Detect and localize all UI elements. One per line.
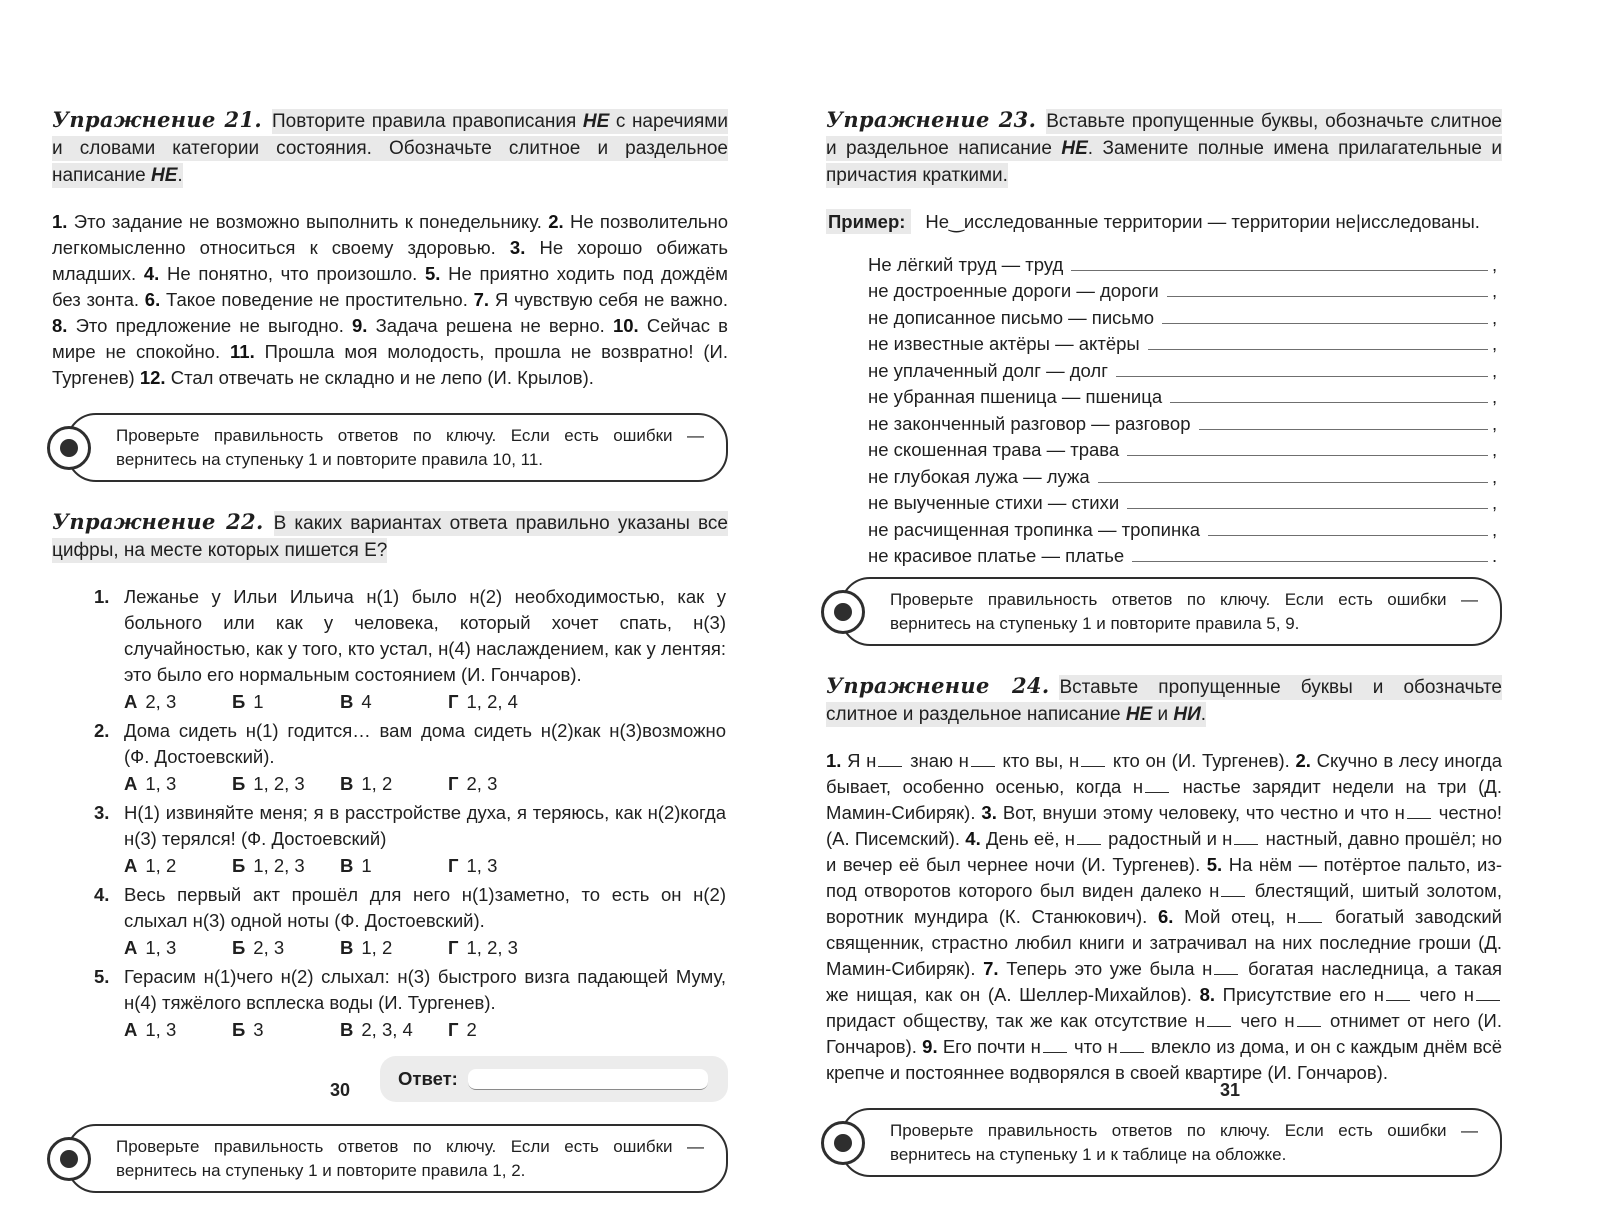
blank-rule	[1162, 323, 1488, 324]
check-note-2	[66, 1124, 728, 1193]
page-30	[52, 106, 728, 1219]
answer-row	[52, 1056, 728, 1102]
instruction-text: .	[177, 165, 183, 186]
fill-line-punctuation: ,	[1492, 386, 1498, 407]
exercise-21-label: Упражнение 21.	[52, 107, 262, 132]
sentence-number: 9.	[922, 1036, 938, 1057]
fill-line	[868, 355, 1500, 382]
fill-line	[868, 514, 1500, 541]
fill-in-blank	[1043, 1040, 1067, 1053]
answer-option: В 1	[340, 855, 372, 876]
answer-option: Г 1, 2, 4	[448, 691, 518, 712]
question-item	[94, 800, 726, 882]
sentence-number: 10.	[612, 315, 639, 336]
answer-option: Б 1, 2, 3	[232, 855, 305, 876]
fill-line-punctuation: ,	[1492, 253, 1498, 275]
exercise-22-label: Упражнение 22.	[52, 509, 264, 534]
answer-option: В 2, 3, 4	[340, 1019, 413, 1040]
check-note-text: Проверьте правильность ответов по ключу. Если есть ошибки — вернитесь на ступеньку 1 и к таблице на обложке.	[890, 1121, 1478, 1164]
fill-line	[868, 329, 1500, 356]
answer-options	[124, 853, 726, 879]
instruction-text: Вставьте пропущенные буквы, обозначьте слитное и раздельное написание	[826, 111, 1502, 159]
instruction-bold: НЕ	[1125, 704, 1153, 725]
question-number: 1.	[94, 586, 110, 607]
fill-line-punctuation: ,	[1492, 439, 1498, 460]
instruction-bold: НИ	[1173, 704, 1201, 725]
fill-line	[868, 461, 1500, 488]
fill-line-label: не уплаченный долг — долг	[868, 359, 1108, 381]
fill-line	[868, 408, 1500, 435]
fill-in-blank	[1297, 1014, 1321, 1027]
question-text: Н(1) извиняйте меня; я в расстройстве духа, я теряюсь, как н(2)когда н(3) терялся! (Ф. Достоевский)	[124, 802, 726, 849]
question-text: Дома сидеть н(1) годится… вам дома сидеть н(2)как н(3)возможно (Ф. Достоевский).	[124, 720, 726, 767]
sentence-number: 7.	[473, 289, 490, 310]
sentence-number: 11.	[230, 341, 255, 362]
target-dot	[60, 1150, 78, 1168]
fill-line	[868, 276, 1500, 303]
question-item	[94, 584, 726, 718]
check-note-text: Проверьте правильность ответов по ключу. Если есть ошибки — вернитесь на ступеньку 1 и повторите правила 10, 11.	[116, 426, 704, 469]
sentence-number: 9.	[352, 315, 368, 336]
fill-in-blank	[1214, 962, 1238, 975]
blank-rule	[1148, 349, 1488, 350]
fill-line-punctuation: ,	[1492, 333, 1498, 354]
fill-line-label: не красивое платье — платье	[868, 545, 1125, 566]
fill-line-punctuation: ,	[1492, 492, 1498, 513]
question-item	[94, 882, 726, 964]
answer-option: А 1, 3	[124, 937, 177, 958]
exercise-21-header	[52, 106, 728, 189]
sentence-number: 4.	[965, 828, 981, 849]
exercise-23-label: Упражнение 23.	[826, 107, 1037, 132]
instruction-bold: НЕ	[1061, 138, 1088, 159]
target-icon	[821, 590, 865, 634]
exercise-24-body: 1. Я н знаю н кто вы, н кто он (И. Тургенев). 2. Скучно в лесу иногда бывает, особенно осенью, когда н настье зарядит недели на три (Д. Мамин-Сибиряк). 3. Вот, внуши этому человеку, что честно и что н честно! (А. Писемский). 4. День её, н радостный и н настный, давно прошёл; но и вечер её был чернее ночи (И. Тургенев). 5. На нём — потёртое пальто, из-под отворотов которого был виден далеко н блестящий, шитый золотом, воротник мундира (К. Станюкович). 6. Мой отец, н богатый заводский священник, страстно любил книги и затрачивал на них последние гроши (Д. Мамин-Сибиряк). 7. Теперь это уже была н богатая наследница, а такая же нищая, как он (А. Шеллер-Михайлов). 8. Присутствие его н чего н придаст обществу, так же как отсутствие н чего н отнимет от него (И. Гончаров). 9. Его почти н что н влекло из дома, и он с каждым днём всё крепче и постояннее водворялся в своей квартире (И. Гончаров).	[826, 750, 1503, 1083]
question-text: Весь первый акт прошёл для него н(1)заметно, то есть он н(2) слыхал н(3) одной ноты (Ф. Достоевский).	[124, 884, 726, 931]
exercise-23-header	[826, 106, 1502, 189]
fill-line-label: не дописанное письмо — письмо	[868, 306, 1155, 328]
instruction-text: Вставьте пропущенные буквы и обозначьте слитное и раздельное написание	[826, 677, 1502, 725]
exercise-24-label: Упражнение 24.	[826, 673, 1050, 698]
page-number-left: 30	[329, 1080, 351, 1100]
fill-line	[868, 382, 1500, 409]
fill-line-label: не глубокая лужа — лужа	[868, 465, 1090, 487]
sentence-number: 1.	[826, 750, 842, 771]
fill-in-blank	[1407, 806, 1431, 819]
fill-line-punctuation: ,	[1492, 306, 1498, 328]
answer-option: Б 3	[232, 1019, 264, 1040]
sentence-number: 4.	[143, 263, 160, 284]
example-row	[826, 209, 1502, 235]
fill-line-label: не известные актёры — актёры	[868, 333, 1140, 354]
sentence-number: 12.	[139, 367, 166, 388]
exercise-24-header	[826, 672, 1502, 728]
question-text: Герасим н(1)чего н(2) слыхал: н(3) быстрого визга падающей Муму, н(4) тяжёлого всплеска воды (И. Тургенев).	[124, 966, 726, 1013]
sentence-number: 6.	[144, 289, 161, 310]
answer-option: А 2, 3	[124, 691, 177, 712]
instruction-text: .	[1200, 704, 1207, 725]
answer-option: Г 2, 3	[448, 773, 498, 794]
fill-line	[868, 302, 1500, 329]
fill-in-blank	[1081, 754, 1105, 767]
exercise-23-fill-lines	[868, 249, 1500, 567]
answer-blank-line	[468, 1069, 708, 1090]
sentence-number: 2.	[1295, 750, 1311, 771]
exercise-22-header	[52, 508, 728, 564]
blank-rule	[1098, 482, 1488, 483]
fill-in-blank	[1234, 832, 1258, 845]
fill-in-blank	[1120, 1040, 1144, 1053]
fill-in-blank	[1298, 910, 1322, 923]
blank-rule	[1116, 376, 1488, 377]
sentence-number: 3.	[509, 237, 526, 258]
sentence-number: 8.	[52, 315, 68, 336]
fill-in-blank	[1221, 884, 1245, 897]
check-note-1	[66, 413, 728, 482]
fill-line-punctuation: ,	[1492, 412, 1498, 434]
fill-line-label: не скошенная трава — трава	[868, 439, 1120, 460]
fill-in-blank	[878, 754, 902, 767]
sentence-number: 1.	[52, 211, 68, 232]
answer-label: Ответ:	[398, 1068, 458, 1089]
check-note-4	[840, 1108, 1502, 1177]
check-note-3	[840, 577, 1502, 646]
fill-line	[868, 488, 1500, 515]
check-note-text: Проверьте правильность ответов по ключу. Если есть ошибки — вернитесь на ступеньку 1 и повторите правила 5, 9.	[890, 590, 1478, 633]
sentence-number: 2.	[548, 211, 564, 232]
blank-rule	[1071, 270, 1488, 271]
fill-line-punctuation: ,	[1492, 359, 1498, 381]
sentence-number: 3.	[981, 802, 997, 823]
instruction-text: Повторите правила правописания	[271, 111, 583, 132]
blank-rule	[1167, 296, 1488, 297]
answer-box	[380, 1056, 728, 1102]
answer-options	[124, 935, 726, 961]
example-label: Пример:	[826, 209, 911, 234]
exercise-22-items	[94, 584, 726, 1046]
blank-rule	[1132, 561, 1488, 562]
question-number: 5.	[94, 966, 110, 987]
fill-line	[868, 541, 1500, 568]
fill-in-blank	[1145, 780, 1169, 793]
blank-rule	[1127, 508, 1488, 509]
answer-option: Б 2, 3	[232, 937, 285, 958]
question-item	[94, 964, 726, 1046]
exercise-21-body: 1. Это задание не возможно выполнить к понедельнику. 2. Не позволительно легкомысленно относиться к своему здоровью. 3. Не хорошо обижать младших. 4. Не понятно, что произошло. 5. Не приятно ходить под дождём без зонта. 6. Такое поведение не простительно. 7. Я чувствую себя не важно. 8. Это предложение не выгодно. 9. Задача решена не верно. 10. Сейчас в мире не спокойно. 11. Прошла моя молодость, прошла не возвратно! (И. Тургенев) 12. Стал отвечать не складно и не лепо (И. Крылов).	[52, 211, 729, 388]
fill-in-blank	[971, 754, 995, 767]
blank-rule	[1170, 402, 1488, 403]
sentence-number: 5.	[1206, 854, 1223, 875]
instruction-text: В каких вариантах ответа правильно указаны все цифры, на месте которых пишется Е?	[52, 513, 728, 561]
sentence-number: 8.	[1199, 984, 1216, 1005]
fill-line-label: не законченный разговор — разговор	[868, 412, 1191, 434]
fill-in-blank	[1207, 1014, 1231, 1027]
fill-in-blank	[1386, 988, 1410, 1001]
page-31	[826, 106, 1502, 1203]
fill-line-punctuation: ,	[1492, 280, 1498, 301]
fill-line-punctuation: ,	[1492, 465, 1498, 487]
target-dot	[834, 603, 852, 621]
sentence-number: 5.	[424, 263, 441, 284]
sentence-number: 6.	[1158, 906, 1174, 927]
target-icon	[47, 426, 91, 470]
blank-rule	[1208, 535, 1488, 536]
answer-option: А 1, 3	[124, 1019, 177, 1040]
instruction-bold: НЕ	[582, 111, 610, 132]
target-dot	[60, 439, 78, 457]
fill-line-label: не убранная пшеница — пшеница	[868, 386, 1163, 407]
fill-line-label: Не лёгкий труд — труд	[868, 253, 1064, 275]
answer-option: Г 1, 3	[448, 855, 498, 876]
target-icon	[821, 1121, 865, 1165]
answer-options	[124, 771, 726, 797]
answer-option: В 1, 2	[340, 773, 393, 794]
question-item	[94, 718, 726, 800]
answer-option: В 4	[340, 691, 372, 712]
instruction-text: . Замените полные имена прилагательные и причастия краткими.	[826, 138, 1503, 186]
answer-option: Б 1, 2, 3	[232, 773, 305, 794]
answer-option: Г 2	[448, 1019, 477, 1040]
instruction-text: с наречиями и словами категории состояния. Обозначьте слитное и раздельное написание	[52, 111, 728, 186]
blank-rule	[1127, 455, 1488, 456]
target-icon	[47, 1137, 91, 1181]
sentence-number: 7.	[983, 958, 999, 979]
fill-line-punctuation: ,	[1492, 518, 1498, 540]
question-number: 4.	[94, 884, 110, 905]
fill-line-punctuation: .	[1492, 545, 1498, 566]
answer-option: Г 1, 2, 3	[448, 937, 518, 958]
example-text: Не‿исследованные территории — территории не|исследованы.	[925, 211, 1480, 232]
fill-line-label: не достроенные дороги — дороги	[868, 280, 1159, 301]
instruction-bold: НЕ	[150, 165, 178, 186]
fill-line-label: не расчищенная тропинка — тропинка	[868, 518, 1201, 540]
check-note-text: Проверьте правильность ответов по ключу. Если есть ошибки — вернитесь на ступеньку 1 и повторите правила 1, 2.	[116, 1137, 704, 1180]
answer-options	[124, 689, 726, 715]
target-dot	[834, 1134, 852, 1152]
question-text: Лежанье у Ильи Ильича н(1) было н(2) необходимостью, как у больного или как у человека, который хочет спать, н(3) случайностью, как у того, кто устал, н(4) наслаждением, как у лентяя: это было его нормальным состоянием (И. Гончаров).	[124, 586, 726, 685]
answer-option: А 1, 2	[124, 855, 177, 876]
question-number: 2.	[94, 720, 110, 741]
fill-in-blank	[1476, 988, 1500, 1001]
instruction-text: и	[1152, 704, 1174, 725]
blank-rule	[1199, 429, 1489, 430]
question-number: 3.	[94, 802, 110, 823]
answer-options	[124, 1017, 726, 1043]
answer-option: Б 1	[232, 691, 264, 712]
page-number-right: 31	[1219, 1080, 1241, 1100]
fill-line	[868, 249, 1500, 276]
fill-line-label: не выученные стихи — стихи	[868, 492, 1120, 513]
fill-line	[868, 435, 1500, 462]
answer-option: В 1, 2	[340, 937, 393, 958]
fill-in-blank	[1077, 832, 1101, 845]
answer-option: А 1, 3	[124, 773, 177, 794]
